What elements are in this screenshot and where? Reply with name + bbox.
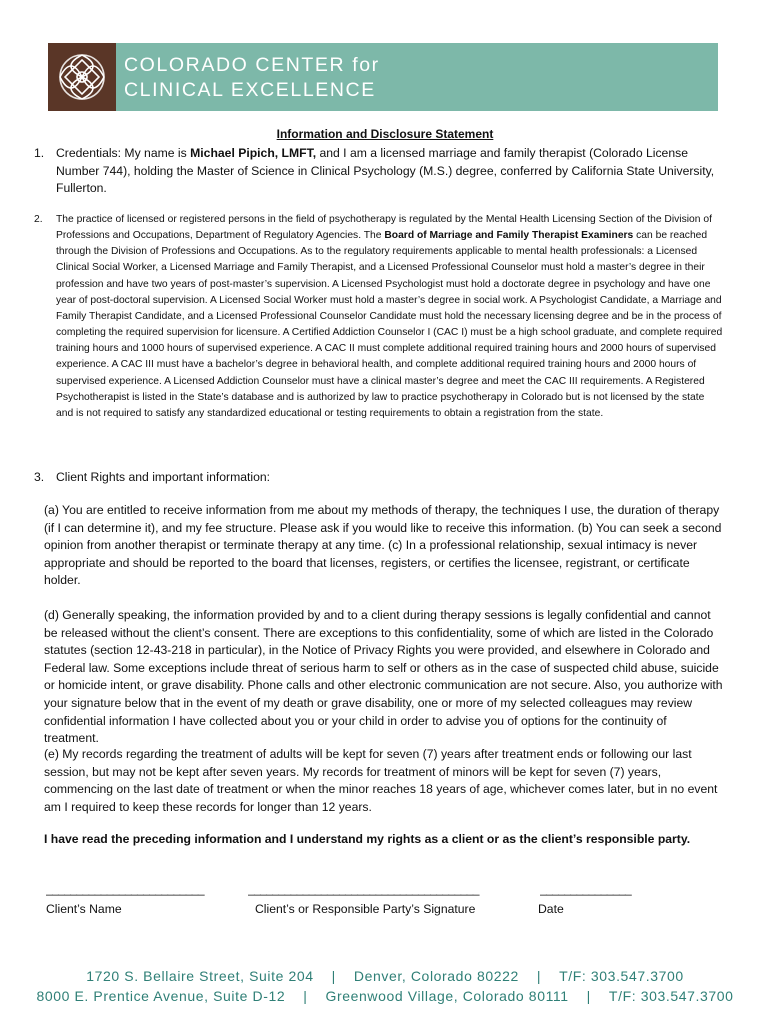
celtic-knot-logo-icon	[48, 43, 116, 111]
footer-address-greenwood: 8000 E. Prentice Avenue, Suite D-12 | Greenwood Village, Colorado 80111 | T/F: 303.547.3700	[36, 988, 734, 1004]
client-name-line[interactable]: __________________________	[46, 882, 204, 896]
client-name-label: Client’s Name	[46, 902, 122, 916]
therapist-name: Michael Pipich, LMFT,	[190, 146, 317, 160]
header-banner	[116, 43, 718, 111]
client-rights-paragraph-e: (e) My records regarding the treatment of adults will be kept for seven (7) years after treatment ends or following our last session, but may not be kept after seven years. My records for treatment of minors will be kept for seven (7) years, commencing on the last date of treatment or when the minor reaches 18 years of age, whichever comes later, but in no event am I required to keep these records for longer than 12 years.	[44, 747, 718, 814]
client-rights-paragraph-d: (d) Generally speaking, the information provided by and to a client during therapy sessions is legally confidential and cannot be released without the client’s consent. There are exceptions to this confidentiality, some of which are listed in the Colorado statutes (section 12-43-218 in particular), in the Notice of Privacy Rights you were provided, and elsewhere in Colorado and Federal law. Some exceptions include threat of serious harm to self or others as in the case of suspected child abuse, suicide or homicide intent, or grave disability. Phone calls and other electronic communication are not secure. Also, you authorize with your signature below that in the event of my death or grave disability, one or more of my selected colleagues may review confidential information I have collected about you or your child in order to advise you of options for the continuity of treatment.	[44, 608, 723, 746]
board-name: Board of Marriage and Family Therapist Examiners	[384, 230, 634, 242]
section-number: 3.	[34, 470, 45, 484]
section-number: 2.	[34, 214, 43, 225]
footer-address-denver: 1720 S. Bellaire Street, Suite 204 | Denver, Colorado 80222 | T/F: 303.547.3700	[86, 968, 684, 984]
document-title: Information and Disclosure Statement	[276, 127, 494, 141]
org-name-line1: COLORADO CENTER for	[124, 54, 380, 76]
credentials-text: Credentials: My name is Michael Pipich, LMFT, and I am a licensed marriage and family therapist (Colorado License Number 744), holding the Master of Science in Clinical Psychology (M.S.) degree, conferred by California State University, Fullerton.	[56, 146, 715, 196]
section-number: 1.	[34, 146, 45, 160]
org-name-line2: CLINICAL EXCELLENCE	[124, 79, 376, 101]
signature-line[interactable]: ______________________________________	[248, 882, 479, 896]
acknowledgement-statement: I have read the preceding information and I understand my rights as a client or as the client’s responsible party.	[44, 832, 691, 846]
client-rights-paragraph-a: (a) You are entitled to receive information from me about my methods of therapy, the techniques I use, the duration of therapy (if I can determine it), and my fee structure. Please ask if you would like to receive this information. (b) You can seek a second opinion from another therapist or terminate therapy at any time. (c) In a professional relationship, sexual intimacy is never appropriate and should be reported to the board that licenses, registers, or certifies the licensee, registrant, or certificate holder.	[44, 503, 722, 588]
client-rights-heading: Client Rights and important information:	[56, 470, 271, 484]
date-line[interactable]: _______________	[540, 882, 632, 896]
date-label: Date	[538, 902, 564, 916]
regulation-text: The practice of licensed or registered persons in the field of psychotherapy is regulated by the Mental Health Licensing Section of the Division of Professions and Occupations, Department of Regulatory Agencies. The Board of Marriage and Family Therapist Examiners can be reached through the Division of Professions and Occupations. As to the regulatory requirements applicable to mental health professionals: a Licensed Clinical Social Worker, a Licensed Marriage and Family Therapist, and a Licensed Professional Counselor must hold a master’s degree in their profession and have two years of post-master’s supervision. A Licensed Psychologist must hold a doctorate degree in psychology and have one year of post-doctoral supervision. A Licensed Social Worker must hold a master’s degree in social work. A Psychologist Candidate, a Marriage and Family Therapist Candidate, and a Licensed Professional Counselor Candidate must hold the necessary licensing degree and be in the process of completing the required supervision for licensure. A Certified Addiction Counselor I (CAC I) must be a high school graduate, and complete required training hours and 1000 hours of supervised experience. A CAC II must complete additional required training hours and 2000 hours of supervised experience. A CAC III must have a bachelor’s degree in behavioral health, and complete additional required training hours and 2000 hours of supervised experience. A Licensed Addiction Counselor must have a clinical master’s degree and meet the CAC III requirements. A Registered Psychotherapist is listed in the State’s database and is authorized by law to practice psychotherapy in Colorado but is not licensed by the state and is not required to satisfy any standardized educational or testing requirements to obtain a registration from the state.	[56, 214, 723, 419]
letterhead	[48, 43, 718, 111]
signature-label: Client’s or Responsible Party’s Signature	[255, 902, 476, 916]
